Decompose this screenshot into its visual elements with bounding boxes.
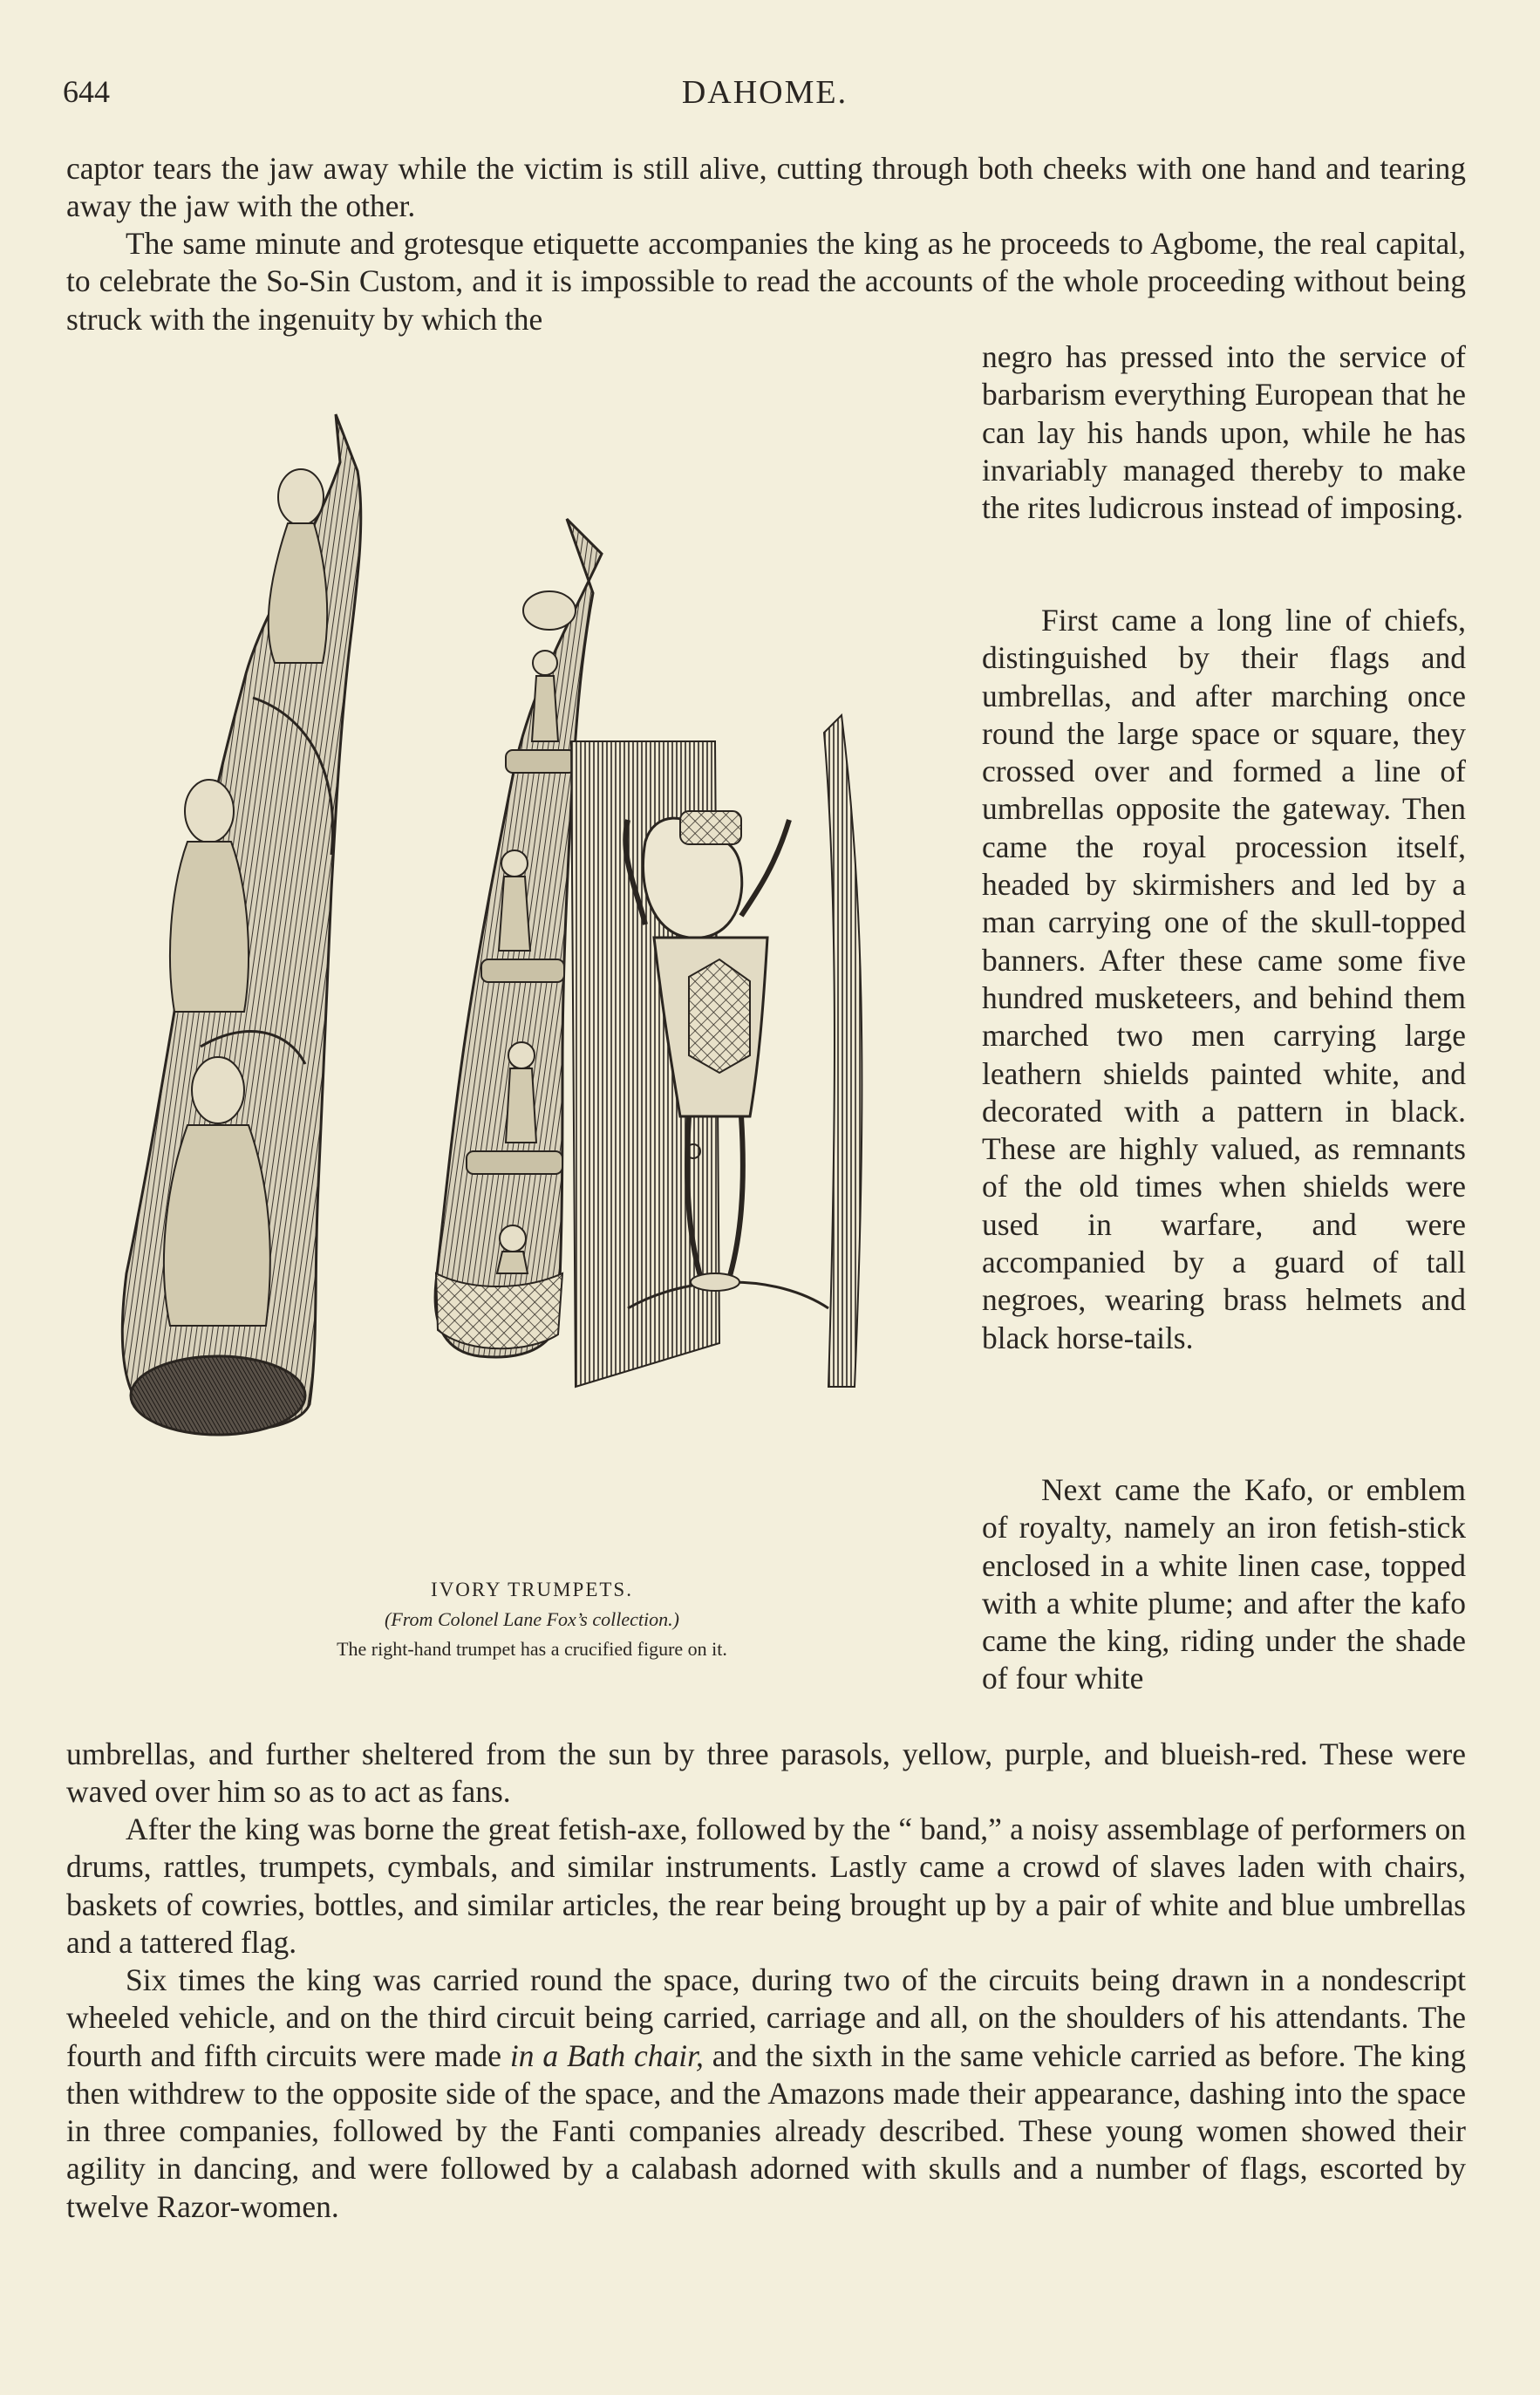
paragraph-2: The same minute and grotesque etiquette accompanies the king as he proceeds to Agbome, the real capital, to celebrate the So-Sin Custom, and it is impossible to read the accounts of the whole proceeding without being struck with the ingenuity by which the xyxy=(66,226,1466,337)
paragraph-6 xyxy=(66,1962,1466,2226)
right-tusk-crucified-figure xyxy=(571,715,862,1387)
running-title: DAHOME. xyxy=(681,74,848,111)
paragraph-3: First came a long line of chiefs, distinguished by their flags and umbrellas, and after marching once round the large space or square, they crossed over and formed a line of umbrellas opposite the gateway. Then came the royal procession itself, headed by skirmishers and led by a man carrying one of the skull-topped banners. After these came some five hundred musketeers, and behind them marched two men carrying large leathern shields painted white, and decorated with a pattern in black. These are highly valued, as remnants of the old times when shields were used in warfare, and were accompanied by a guard of tall negroes, wearing brass helmets and black horse-tails. xyxy=(982,603,1466,1355)
caption-source: (From Colonel Lane Fox’s collection.) xyxy=(385,1608,679,1630)
caption-title: IVORY TRUMPETS. xyxy=(431,1579,633,1600)
paragraph-4-continued: umbrellas, and further sheltered from the sun by three parasols, yellow, purple, and blueish-red. These were waved over him so as to act as fans. xyxy=(66,1737,1466,1810)
paragraph-4: Next came the Kafo, or emblem of royalty, namely an iron fetish-stick enclosed in a white linen case, topped with a white plume; and after the kafo came the king, riding under the shade of four white xyxy=(982,1472,1466,1696)
page-number: 644 xyxy=(63,74,110,109)
page-header xyxy=(63,73,1467,117)
paragraph-6-text-a: Six times the king was carried round the space, during two of the circuits being drawn in a nondescript wheeled vehicle, and on the third circuit being carried, carriage and all, on the shoulders of his attendants. The fourth and fifth circuits were made xyxy=(66,1962,1466,2073)
figure-caption xyxy=(157,1575,907,1664)
paragraph-6-italic: in a Bath chair, xyxy=(509,2037,704,2073)
caption-note: The right-hand trumpet has a crucified figure on it. xyxy=(337,1638,727,1660)
paragraph-2-continued: negro has pressed into the service of barbarism everything European that he can lay his hands upon, while he has invariably managed thereby to make the rites ludicrous instead of imposing. xyxy=(982,339,1466,526)
paragraph-5: After the king was borne the great fetish-axe, followed by the “ band,” a noisy assemblage of performers on drums, rattles, trumpets, cymbals, and similar instruments. Lastly came a crowd of slaves laden with chairs, baskets of cowries, bottles, and similar articles, the rear being brought up by a pair of white and blue umbrellas and a tattered flag. xyxy=(66,1812,1466,1960)
paragraph-6-text-b: and the sixth in the same vehicle carried as before. The king then withdrew to the opposite side of the space, and the Amazons made their appearance, dashing into the space in three companies, followed by the Fanti companies already described. These young women showed their agility in dancing, and were followed by a calabash adorned with skulls and a number of flags, escorted by twelve Razor-women. xyxy=(66,2037,1466,2224)
ivory-trumpets-illustration xyxy=(78,401,916,1570)
paragraph-1: captor tears the jaw away while the victim is still alive, cutting through both cheeks with one hand and tearing away the jaw with the other. xyxy=(66,151,1466,224)
left-tusk xyxy=(122,414,360,1435)
